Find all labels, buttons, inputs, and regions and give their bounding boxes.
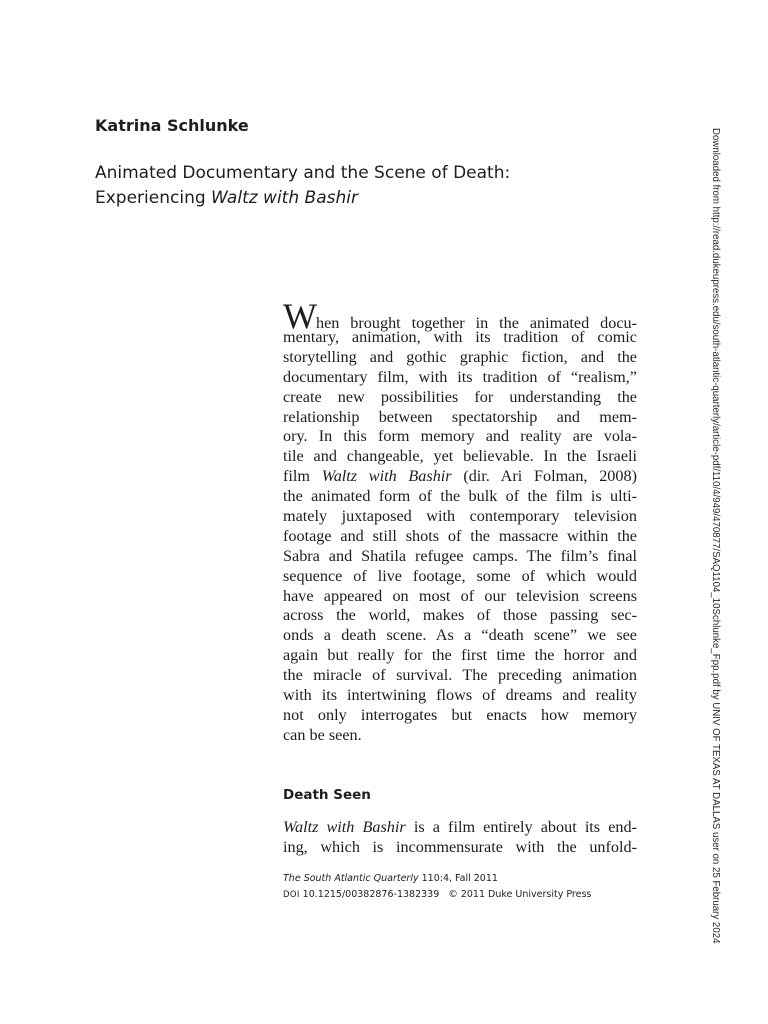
intro-line: create new possibilities for understanding the: [283, 387, 637, 406]
download-watermark: [704, 128, 724, 944]
intro-paragraph: [283, 296, 637, 746]
intro-line: across the world, makes of those passing sec-: [283, 606, 637, 625]
intro-line: relationship between spectatorship and mem-: [283, 407, 637, 426]
title-line-2-prefix: Experiencing: [95, 188, 212, 208]
intro-line: Sabra and Shatila refugee camps. The film’s final: [283, 546, 637, 565]
film-line-title: Waltz with Bashir: [321, 467, 452, 486]
section-film-title: Waltz with Bashir: [283, 818, 406, 836]
intro-line: can be seen.: [283, 725, 362, 744]
section-first-line-text: is a film entirely about its end-: [405, 818, 637, 836]
journal-footer: [283, 871, 591, 903]
title-line-1: Animated Documentary and the Scene of Death:: [95, 163, 511, 183]
intro-line: documentary film, with its tradition of “realism,”: [283, 367, 637, 386]
intro-line: the animated form of the bulk of the film is ulti-: [283, 487, 637, 506]
section-heading: Death Seen: [283, 787, 371, 803]
author-name: Katrina Schlunke: [95, 116, 249, 135]
title-line-2: [95, 186, 510, 211]
intro-line: onds a death scene. As a “death scene” we see: [283, 626, 637, 645]
journal-issue: 110:4, Fall 2011: [418, 873, 498, 884]
intro-line: have appeared on most of our television screens: [283, 586, 637, 605]
section-line: [283, 818, 637, 838]
intro-line: the miracle of survival. The preceding animation: [283, 666, 637, 685]
intro-line: [283, 296, 637, 336]
intro-line: not only interrogates but enacts how memory: [283, 705, 637, 724]
copyright: © 2011 Duke University Press: [448, 889, 592, 900]
doi-value: 10.1215/00382876-1382339: [299, 889, 440, 900]
drop-cap: W: [283, 296, 316, 336]
title-film-name: Waltz with Bashir: [211, 188, 358, 208]
intro-line: again but really for the first time the horror and: [283, 646, 637, 665]
section-paragraph: [283, 818, 637, 858]
journal-name: The South Atlantic Quarterly: [283, 873, 419, 884]
journal-citation: [283, 871, 591, 887]
journal-doi-line: [283, 887, 591, 903]
intro-line: tile and changeable, yet believable. In the Israeli: [283, 447, 637, 466]
section-line: ing, which is incommensurate with the unfold-: [283, 837, 637, 856]
intro-line: with its intertwining flows of dreams and reality: [283, 686, 637, 705]
intro-first-line-text: hen brought together in the animated docu-: [315, 314, 637, 332]
intro-line: sequence of live footage, some of which would: [283, 566, 637, 585]
intro-line: footage and still shots of the massacre within the: [283, 526, 637, 545]
intro-line: ory. In this form memory and reality are vola-: [283, 427, 637, 446]
intro-line: mately juxtaposed with contemporary television: [283, 507, 637, 526]
intro-line: mentary, animation, with its tradition of comic: [283, 328, 637, 346]
intro-line: storytelling and gothic graphic fiction, and the: [283, 347, 637, 366]
doi-label: DOI: [283, 890, 300, 900]
film-line-pre: film: [283, 467, 322, 486]
intro-line: [283, 467, 637, 487]
film-line-post: (dir. Ari Folman, 2008): [451, 467, 637, 486]
download-watermark-text: Downloaded from http://read.dukeupress.edu/south-atlantic-quarterly/article-pdf/110/4/949/470877/SAQ1104_10Schlunke_Fpp.pdf by UNIV OF TEXAS AT DALLAS user on 25 February 2024: [710, 128, 721, 944]
article-title: [95, 161, 510, 211]
